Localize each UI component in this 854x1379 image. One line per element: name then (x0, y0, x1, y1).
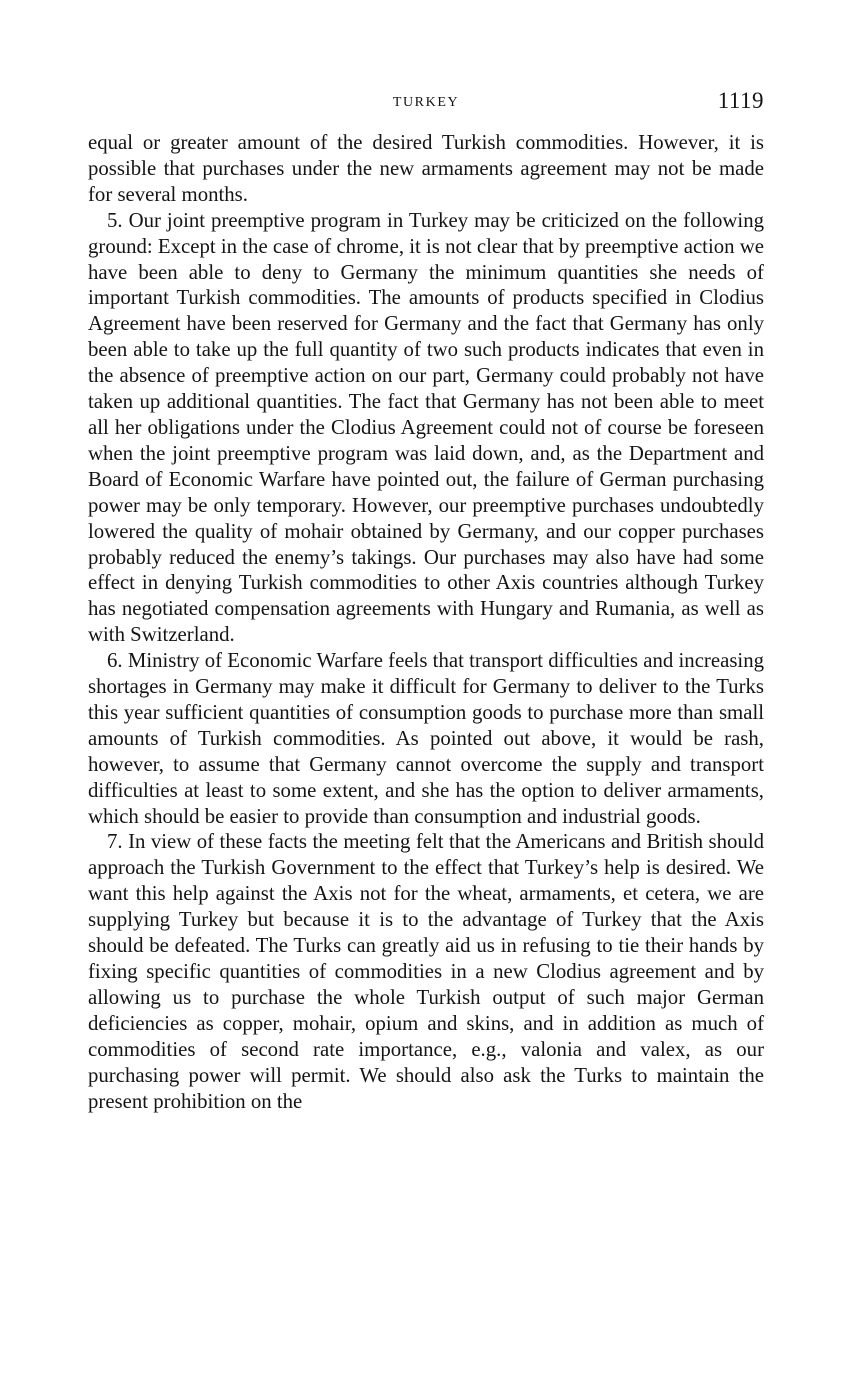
running-head (88, 88, 764, 118)
running-title: TURKEY (392, 95, 460, 110)
paragraph-5: 5. Our joint preemptive program in Turkey may be criticized on the following ground: Except in the case of chrome, it is not clear that by preemptive action we have been able to deny to Germany the minimum quantities she needs of important Turkish commodities. The amounts of products specified in Clodius Agreement have been reserved for Germany and the fact that Germany has only been able to take up the full quantity of two such products indicates that even in the absence of preemptive action on our part, Germany could probably not have taken up additional quantities. The fact that Germany has not been able to meet all her obligations under the Clodius Agreement could not of course be foreseen when the joint preemptive program was laid down, and, as the Department and Board of Economic Warfare have pointed out, the failure of German purchasing power may be only temporary. However, our preemptive purchases undoubtedly lowered the quality of mohair obtained by Germany, and our copper purchases probably reduced the enemy’s takings. Our purchases may also have had some effect in denying Turkish commodities to other Axis countries although Turkey has negotiated compensation agreements with Hungary and Rumania, as well as with Switzerland. (88, 208, 764, 647)
body-text (88, 130, 764, 1114)
page-number: 1119 (717, 88, 764, 113)
paragraph-continued: equal or greater amount of the desired Turkish commodities. However, it is possible that purchases under the new armaments agreement may not be made for several months. (88, 131, 764, 206)
paragraph-7: 7. In view of these facts the meeting felt that the Americans and British should approach the Turkish Government to the effect that Turkey’s help is desired. We want this help against the Axis not for the wheat, armaments, et cetera, we are supplying Turkey but because it is to the advantage of Turkey that the Axis should be defeated. The Turks can greatly aid us in refusing to tie their hands by fixing specific quantities of commodities in a new Clodius agreement and by allowing us to purchase the whole Turkish output of such major German deficiencies as copper, mohair, opium and skins, and in addition as much of commodities of second rate importance, e.g., valonia and valex, as our purchasing power will permit. We should also ask the Turks to maintain the present prohibition on the (88, 830, 764, 1113)
paragraph-6: 6. Ministry of Economic Warfare feels that transport difficulties and increasing shortages in Germany may make it difficult for Germany to deliver to the Turks this year sufficient quantities of consumption goods to purchase more than small amounts of Turkish commodities. As pointed out above, it would be rash, however, to assume that Germany cannot overcome the supply and transport difficulties at least to some extent, and she has the option to deliver armaments, which should be easier to provide than consumption and industrial goods. (88, 649, 764, 828)
